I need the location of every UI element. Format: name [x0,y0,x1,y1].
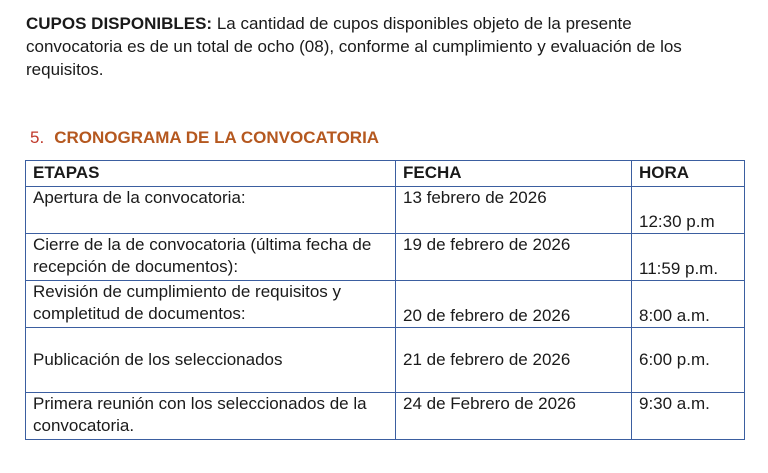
hora-cell: 11:59 p.m. [632,234,745,281]
fecha-cell: 20 de febrero de 2026 [396,281,632,328]
fecha-cell: 19 de febrero de 2026 [396,234,632,281]
cupos-label: CUPOS DISPONIBLES: [26,14,213,33]
header-fecha: FECHA [396,161,632,187]
section-title: CRONOGRAMA DE LA CONVOCATORIA [54,128,380,147]
section-heading [30,127,379,149]
table-row [26,234,745,281]
etapa-cell: Primera reunión con los seleccionados de la convocatoria. [26,393,396,440]
fecha-cell: 24 de Febrero de 2026 [396,393,632,440]
etapa-cell: Revisión de cumplimiento de requisitos y completitud de documentos: [26,281,396,328]
hora-cell: 8:00 a.m. [632,281,745,328]
etapa-cell: Cierre de la de convocatoria (última fecha de recepción de documentos): [26,234,396,281]
table-header-row [26,161,745,187]
table-row [26,187,745,234]
fecha-cell: 13 febrero de 2026 [396,187,632,234]
schedule-table [25,160,745,440]
section-number: 5. [30,128,45,147]
table-row [26,281,745,328]
hora-cell: 12:30 p.m [632,187,745,234]
etapa-cell: Apertura de la convocatoria: [26,187,396,234]
fecha-cell: 21 de febrero de 2026 [396,328,632,393]
hora-cell: 9:30 a.m. [632,393,745,440]
etapa-cell: Publicación de los seleccionados [26,328,396,393]
hora-cell: 6:00 p.m. [632,328,745,393]
table-row [26,328,745,393]
header-etapas: ETAPAS [26,161,396,187]
table-row [26,393,745,440]
cupos-text: La cantidad de cupos disponibles objeto de la presente convocatoria es de un total de ocho (08), conforme al cumplimiento y evaluación de los requisitos. [26,14,682,79]
cupos-paragraph [26,12,706,81]
header-hora: HORA [632,161,745,187]
